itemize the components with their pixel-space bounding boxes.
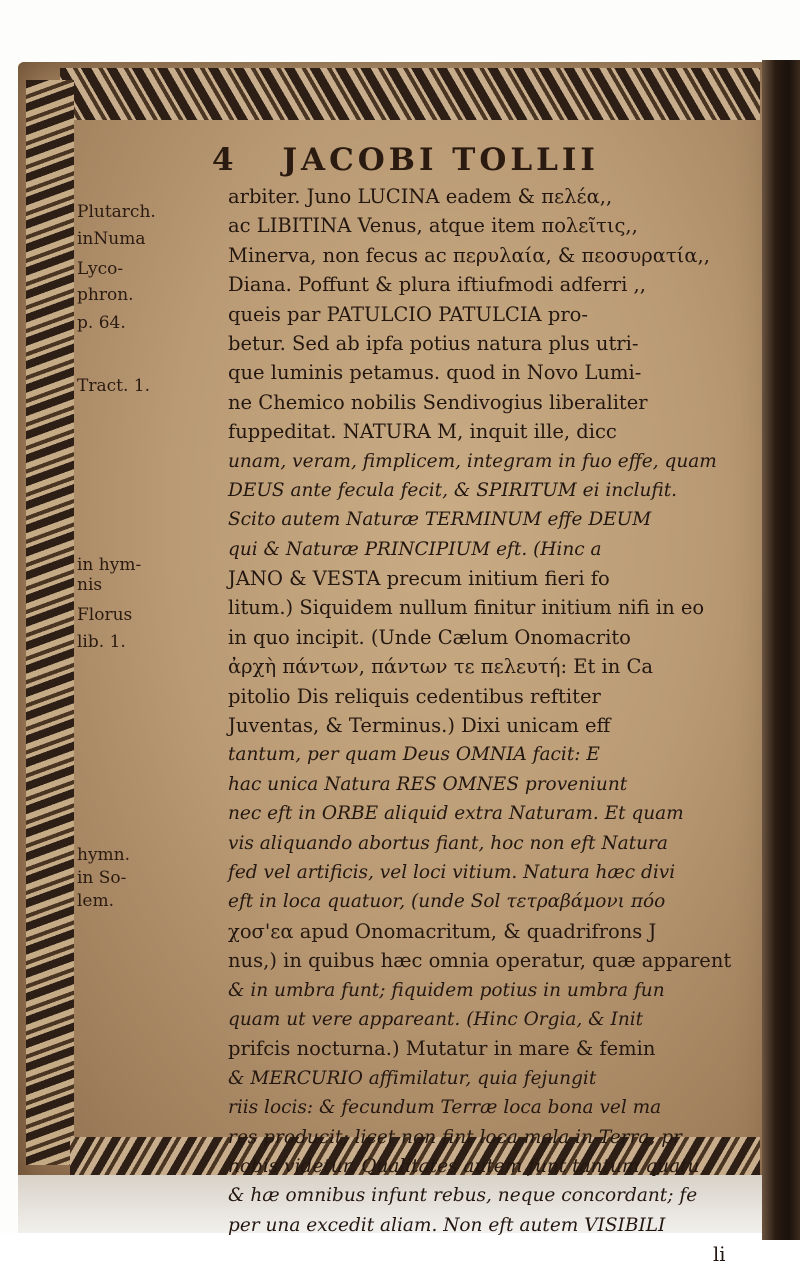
text-line: unam, veram, fimplicem, integram in fuo effe, quam bbox=[228, 450, 717, 472]
text-line: prifcis nocturna.) Mutatur in mare & femin bbox=[228, 1037, 656, 1061]
margin-note: inNuma bbox=[77, 229, 146, 249]
text-line: Diana. Poffunt & plura iftiufmodi adferri ,, bbox=[228, 273, 646, 297]
text-line: eft in loca quatuor, (unde Sol τετραβάμονι πόο bbox=[228, 891, 666, 913]
text-line: riis locis: & fecundum Terræ loca bona vel ma bbox=[228, 1097, 662, 1119]
text-line: in quo incipit. (Unde Cælum Onomacrito bbox=[228, 625, 631, 649]
margin-note: Lyco- bbox=[77, 259, 124, 279]
text-line: pitolio Dis reliquis cedentibus reftiter bbox=[228, 684, 601, 708]
text-line: ac LIBITINA Venus, atque item πολεῖτις,, bbox=[228, 214, 638, 238]
text-line: nec eft in ORBE aliquid extra Naturam. Et quam bbox=[228, 803, 684, 825]
text-line: nobis videtur. Qualitates autem funt tantum quatu bbox=[228, 1155, 700, 1177]
text-line: JANO & VESTA precum initium fieri fo bbox=[228, 567, 610, 591]
text-line: Scito autem Naturæ TERMINUM effe DEUM bbox=[228, 509, 652, 531]
catchword: li bbox=[713, 1243, 726, 1267]
text-line: DEUS ante fecula fecit, & SPIRITUM ei inclufit. bbox=[228, 479, 678, 501]
margin-note: p. 64. bbox=[77, 313, 126, 333]
margin-note: nis bbox=[77, 575, 103, 595]
text-line: qui & Naturæ PRINCIPIUM eft. (Hinc a bbox=[228, 538, 602, 560]
text-line: vis aliquando abortus fiant, hoc non eft Natura bbox=[228, 832, 668, 854]
text-line: & in umbra funt; fiquidem potius in umbra fun bbox=[228, 979, 665, 1001]
text-line: fed vel artificis, vel loci vitium. Natura hæc divi bbox=[228, 861, 676, 883]
text-line: litum.) Siquidem nullum finitur initium nifi in eo bbox=[228, 596, 705, 620]
margin-note: hymn. bbox=[77, 845, 131, 865]
margin-note: in So- bbox=[77, 868, 127, 888]
text-line: quam ut vere appareant. (Hinc Orgia, & Init bbox=[228, 1008, 644, 1030]
margin-note: Florus bbox=[77, 605, 133, 625]
text-line: que luminis petamus. quod in Novo Lumi- bbox=[228, 361, 642, 385]
text-line: hac unica Natura RES OMNES proveniunt bbox=[228, 773, 628, 795]
margin-note: Plutarch. bbox=[77, 202, 156, 222]
text-line: & hæ omnibus infunt rebus, neque concordant; fe bbox=[228, 1185, 698, 1207]
running-header bbox=[212, 142, 732, 178]
text-line: χοσ'εα apud Onomacritum, & quadrifrons J bbox=[228, 919, 657, 943]
text-line: tantum, per quam Deus OMNIA facit: E bbox=[228, 744, 600, 766]
text-line: res producit; licet non fint loca mala in Terra, pr bbox=[228, 1126, 682, 1148]
text-line: Minerva, non fecus ac περυλαία, & πεοσυρατία,, bbox=[228, 243, 710, 267]
page-number: 4 bbox=[212, 142, 238, 178]
text-line: queis par PATULCIO PATULCIA pro- bbox=[228, 302, 588, 326]
margin-note: lem. bbox=[77, 891, 115, 911]
running-title: JACOBI TOLLII bbox=[282, 142, 599, 178]
ornamental-border-top bbox=[60, 68, 760, 120]
text-line: & MERCURIO affimilatur, quia fejungit bbox=[228, 1067, 597, 1089]
text-line: ἀρχὴ πάντων, πάντων τε πελευτή: Et in Ca bbox=[228, 655, 654, 679]
text-line: betur. Sed ab ipfa potius natura plus utri- bbox=[228, 331, 639, 355]
text-line: ne Chemico nobilis Sendivogius liberaliter bbox=[228, 390, 648, 414]
margin-note: Tract. 1. bbox=[77, 376, 150, 396]
text-line: fuppeditat. NATURA M, inquit ille, dicc bbox=[228, 420, 617, 444]
ornamental-border-left bbox=[26, 80, 74, 1165]
text-line: arbiter. Juno LUCINA eadem & πελέα,, bbox=[228, 185, 613, 208]
body-text bbox=[228, 182, 773, 1269]
text-line: nus,) in quibus hæc omnia operatur, quæ apparent bbox=[228, 949, 732, 973]
margin-note: lib. 1. bbox=[77, 632, 126, 652]
text-line: per una excedit aliam. Non eft autem VISIBILI bbox=[228, 1214, 666, 1236]
margin-note: phron. bbox=[77, 285, 134, 305]
text-line: Juventas, & Terminus.) Dixi unicam eff bbox=[228, 714, 611, 738]
margin-note: in hym- bbox=[77, 555, 142, 575]
